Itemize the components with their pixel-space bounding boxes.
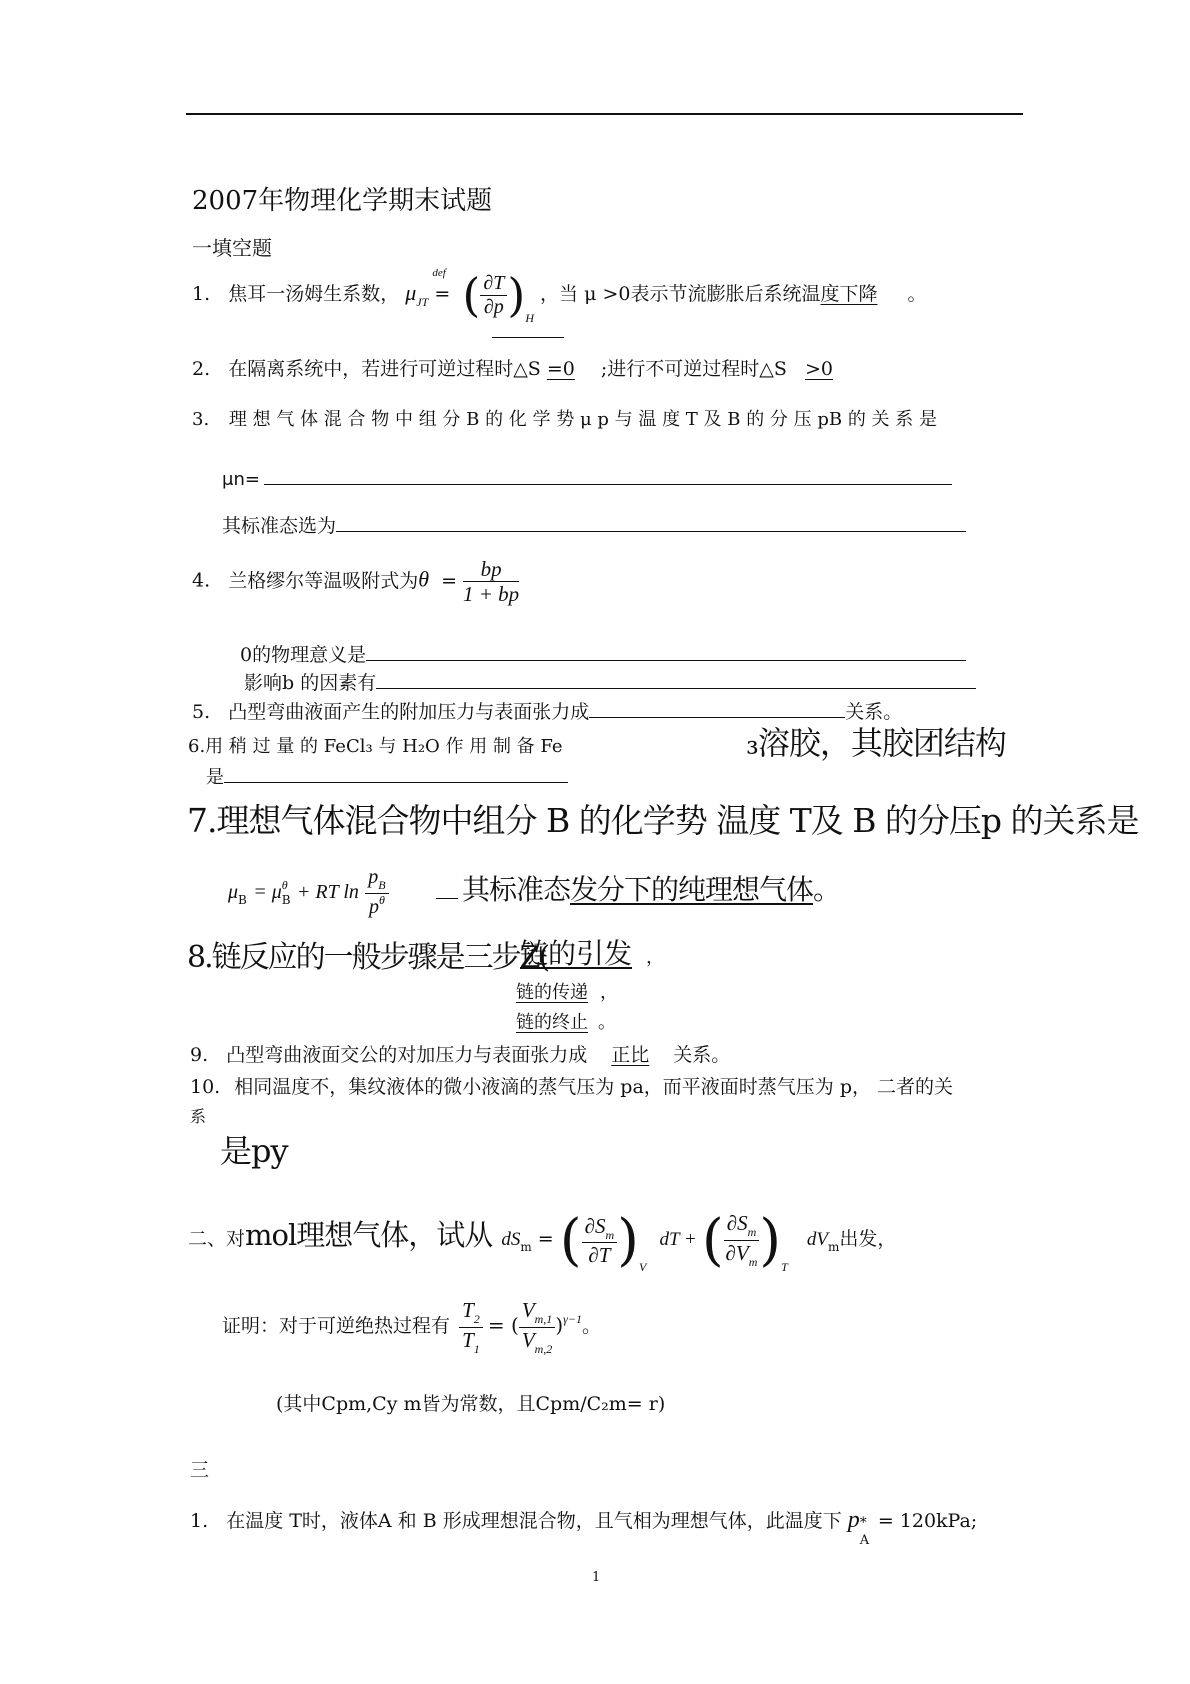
q8-sep-3: 。 — [598, 1012, 616, 1033]
s2-vm2: V — [521, 1327, 535, 1352]
q10-big-text: 是py — [220, 1132, 288, 1170]
q7-sub-b-2: B — [281, 892, 291, 907]
q8-sep-2: ， — [600, 982, 618, 1003]
s2-vm1: V — [521, 1298, 535, 1322]
q7-frac-den: p — [368, 895, 379, 918]
q7-standard-state — [462, 868, 840, 908]
s2-dv: dV — [806, 1229, 829, 1250]
q1-right-paren: ) — [507, 268, 526, 322]
s2-derivative-2 — [724, 1211, 760, 1270]
s2-d1-num: ∂S — [584, 1213, 606, 1238]
q6-line2-text: 是 — [206, 767, 224, 788]
section-2-proof: 证明：对于可逆绝热过程有 $\frac{T_2}{T_1}$ = ( $\frac{V_{m,1}}{V_{m,2}}$ )$^{\gamma-1}$。 — [222, 1298, 601, 1356]
q7-sup-theta-1: θ — [281, 877, 288, 892]
q5-number: 5. — [192, 701, 211, 723]
q1-derivative-num: ∂T — [480, 272, 507, 296]
q7-rt-ln: + RT ln — [296, 880, 359, 903]
s2-t2: T — [462, 1298, 474, 1322]
s2-dv-sub: m — [828, 1240, 840, 1254]
q8-answer-2: 链的传递 — [516, 982, 588, 1003]
q6-big-text: ₃溶胶，其胶团结构 — [746, 724, 1006, 762]
q7-frac-num-sub: B — [378, 878, 386, 892]
q7-mu-mid: = μ — [253, 880, 282, 903]
q2-number: 2. — [192, 358, 211, 380]
q6-line-2 — [206, 763, 568, 789]
s3-q1-value: = 120kPa; — [877, 1510, 978, 1532]
q7-fraction — [365, 866, 388, 919]
s2-paren-2-left: ( — [701, 1208, 724, 1273]
q1-eq: = — [434, 283, 451, 305]
s2-d1-num-sub: m — [605, 1227, 615, 1242]
q3-text: 理 想 气 体 混 合 物 中 组 分 B 的 化 学 势 μ p 与 温 度 T 及 B 的 分 压 pB 的 关 系 是 — [228, 409, 938, 430]
q10-number: 10. — [190, 1076, 221, 1098]
section-3-heading: 三 — [190, 1459, 210, 1481]
q8-step-3 — [516, 1008, 616, 1034]
q1-sub-h: H — [525, 311, 534, 325]
q4-factor — [244, 668, 976, 695]
s2-exponent: γ−1 — [563, 1311, 582, 1326]
q7-formula — [228, 866, 389, 916]
q1-derivative — [480, 272, 507, 319]
q4-fraction-num: bp — [463, 557, 519, 582]
q7-mu-left: μ — [228, 880, 239, 903]
q1-derivative-den: ∂p — [483, 295, 504, 318]
question-10 — [190, 1072, 953, 1099]
question-1 — [192, 268, 927, 338]
s2-d1-den: ∂T — [588, 1243, 611, 1268]
q3-standard-state — [222, 511, 966, 538]
q7-frac-num: p — [368, 866, 379, 888]
q2-answer-2: >0 — [804, 358, 833, 380]
s2-derivative-1 — [582, 1214, 618, 1268]
q8-answer-3: 链的终止 — [516, 1012, 588, 1033]
q2-text-1: 在隔离系统中，若进行可逆过程时△S — [228, 358, 541, 380]
q3-std-blank — [336, 513, 966, 532]
q7-answer: 发分下的纯理想气体 — [570, 873, 814, 906]
q7-end: 。 — [813, 873, 841, 906]
s2-paren-1-left: ( — [559, 1208, 582, 1273]
q6-blank — [224, 764, 568, 783]
s3-q1-p-sup: * — [859, 1515, 867, 1531]
question-6: 6.用 稍 过 量 的 FeCl₃ 与 H₂O 作 用 制 备 Fe — [188, 736, 563, 757]
q3-number: 3. — [192, 409, 210, 430]
s2-eq: = — [531, 1228, 560, 1250]
document-title: 2007年物理化学期末试题 — [192, 186, 493, 216]
q9-end: 关系。 — [673, 1044, 731, 1066]
s2-t1: T — [462, 1327, 474, 1352]
s2-d2-num-sub: m — [747, 1225, 757, 1240]
q5-end: 关系。 — [845, 701, 903, 723]
q8-step-2 — [516, 978, 618, 1004]
q9-answer: 正比 — [611, 1044, 650, 1066]
s2-sub-v: V — [639, 1260, 647, 1274]
q8-sep-1: ， — [646, 947, 665, 968]
q7-sub-b-1: B — [238, 892, 247, 907]
q4-factor-text: 影响b 的因素有 — [244, 672, 377, 694]
q7-frac-den-sup: θ — [378, 892, 385, 907]
question-8: 8.链反应的一般步骤是三步Z( — [187, 940, 549, 975]
q1-left-paren: ( — [462, 268, 481, 322]
s2-ds: dS — [501, 1229, 521, 1250]
q4-factor-blank — [376, 670, 976, 689]
s2-period: 。 — [581, 1314, 601, 1337]
q1-underline — [492, 337, 564, 338]
q1-number: 1. — [192, 283, 211, 305]
q4-fraction — [463, 557, 519, 606]
q1-answer: 度下降 — [820, 283, 878, 305]
q7-tail: 其标准态 — [462, 873, 571, 906]
q7-short-underline — [436, 898, 458, 899]
q1-end: 。 — [907, 283, 927, 305]
s2-paren-2-right: ) — [759, 1208, 782, 1273]
q2-text-2: ;进行不可逆过程时△S — [600, 358, 787, 380]
q3-mu-text: μn= — [222, 469, 260, 490]
question-3 — [192, 405, 937, 431]
s3-q1-p-sub: A — [859, 1533, 870, 1548]
q4-fraction-den: 1 + bp — [462, 582, 520, 607]
question-9 — [190, 1040, 730, 1067]
q10-continuation: 系 — [190, 1107, 207, 1126]
section-2-problem — [188, 1208, 896, 1288]
q9-text: 凸型弯曲液面交公的对加压力与表面张力成 — [226, 1044, 588, 1066]
s2-ds-sub: m — [520, 1240, 532, 1254]
s2-t2-sub: 2 — [473, 1312, 480, 1326]
q3-mu-label — [222, 466, 952, 490]
q5-blank — [589, 699, 845, 718]
q3-mu-blank — [264, 466, 952, 485]
q4-text: 兰格缪尔等温吸附式为 — [228, 569, 419, 592]
s2-vm2-sub: m,2 — [534, 1341, 553, 1356]
q5-text: 凸型弯曲液面产生的附加压力与表面张力成 — [228, 701, 590, 723]
q9-number: 9. — [190, 1044, 209, 1066]
q4-eq: = — [441, 569, 457, 592]
q4-meaning-text: 0的物理意义是 — [240, 644, 367, 666]
question-2 — [192, 354, 869, 381]
section-2-big: mol理想气体，试从 — [245, 1218, 493, 1252]
q4-theta: θ — [418, 566, 430, 592]
q1-mu: μ — [405, 280, 417, 305]
q4-number: 4. — [192, 569, 211, 592]
q8-step-1 — [492, 932, 664, 972]
s2-volume-ratio — [519, 1298, 556, 1357]
s3-q1-number: 1. — [190, 1510, 209, 1532]
s2-vm1-sub: m,1 — [534, 1312, 553, 1326]
section-2-note: (其中Cpm,Cy m皆为常数，且Cpm/C₂m= r) — [276, 1393, 666, 1415]
s2-temp-ratio — [459, 1298, 483, 1357]
q1-mu-sub: JT — [416, 295, 429, 309]
s2-prove-text: 证明：对于可逆绝热过程有 — [222, 1314, 451, 1337]
s2-d2-num: ∂S — [726, 1211, 748, 1236]
section-2-heading: 二、对 — [188, 1228, 246, 1250]
s2-d2-den: ∂V — [725, 1241, 749, 1265]
q8-answer-1: 链的引发 — [520, 937, 633, 970]
s2-dt: dT + — [659, 1229, 697, 1250]
q4-meaning — [240, 640, 966, 667]
question-4 — [192, 557, 519, 606]
q3-std-text: 其标准态选为 — [222, 515, 337, 537]
s2-d2-den-sub: m — [748, 1255, 758, 1269]
header-rule — [186, 113, 1023, 115]
section-1-heading: 一填空题 — [192, 236, 272, 260]
q1-def: def — [432, 267, 446, 279]
s2-sub-t: T — [781, 1260, 788, 1274]
question-7: 7.理想气体混合物中组分 B 的化学势 温度 T及 B 的分压p 的关系是 — [187, 801, 1139, 840]
q2-answer-1: =0 — [546, 358, 575, 380]
s3-q1-p: p — [847, 1507, 860, 1533]
s2-paren-1-right: ) — [617, 1208, 640, 1273]
s2-tail: 出发， — [839, 1228, 897, 1250]
section-3-question-1 — [190, 1506, 978, 1548]
q4-meaning-blank — [366, 642, 966, 661]
s2-t1-sub: 1 — [473, 1341, 480, 1356]
q10-text: 相同温度不，集纹液体的微小液滴的蒸气压为 pa，而平液面时蒸气压为 p， 二者的关 — [234, 1076, 954, 1098]
q1-text: 焦耳一汤姆生系数， — [228, 283, 400, 305]
page-number: 1 — [592, 1570, 601, 1585]
s3-q1-text: 在温度 T时，液体A 和 B 形成理想混合物，且气相为理想气体，此温度下 — [226, 1510, 842, 1532]
q1-after: ，当 μ >0表示节流膨胀后系统温 — [540, 283, 821, 305]
